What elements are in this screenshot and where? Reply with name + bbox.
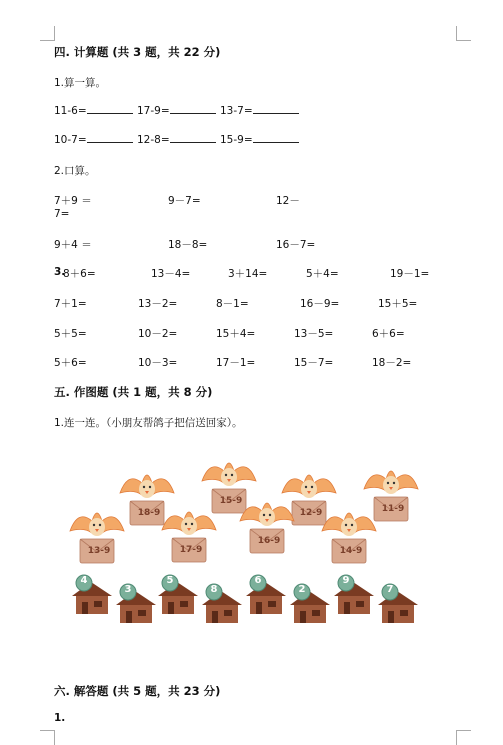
house-number: 6 xyxy=(254,575,262,586)
question-label: 1.连一连。（小朋友帮鸽子把信送回家）。 xyxy=(54,417,243,429)
equation: 7＋1= xyxy=(54,298,87,310)
section-title: 五. 作图题 (共 1 题，共 8 分) xyxy=(54,385,213,399)
equation: 10－2= xyxy=(138,328,178,340)
answer-blank[interactable] xyxy=(87,133,133,143)
equation: 11-6= xyxy=(54,104,133,117)
pigeon-icon xyxy=(318,505,380,567)
question-label: 1.算一算。 xyxy=(54,77,107,89)
equation: 13-7= xyxy=(220,104,299,117)
crop-mark xyxy=(456,730,471,745)
equation: 13－5= xyxy=(294,328,334,340)
house-number: 5 xyxy=(166,575,174,586)
equation: 16－7= xyxy=(276,239,316,251)
equation: 19－1= xyxy=(390,268,430,280)
equation: 15＋5= xyxy=(378,298,418,310)
house[interactable] xyxy=(374,581,420,627)
answer-blank[interactable] xyxy=(253,133,299,143)
equation: 9－7= xyxy=(168,195,201,207)
pigeon-label: 16-9 xyxy=(257,536,281,546)
pigeon-label: 11-9 xyxy=(381,504,405,514)
equation: 5＋5= xyxy=(54,328,87,340)
house[interactable] xyxy=(242,572,288,618)
equation: 17-9= xyxy=(137,104,216,117)
pigeon-label: 17-9 xyxy=(179,545,203,555)
pigeon-label: 18-9 xyxy=(137,508,161,518)
house-number: 7 xyxy=(386,584,394,595)
answer-blank[interactable] xyxy=(170,104,216,114)
house[interactable] xyxy=(68,572,114,618)
house-number: 2 xyxy=(298,584,306,595)
equation: 13－2= xyxy=(138,298,178,310)
pigeon-icon xyxy=(236,495,298,557)
equation: 15＋4= xyxy=(216,328,256,340)
answer-blank[interactable] xyxy=(253,104,299,114)
house-number: 4 xyxy=(80,575,88,586)
crop-mark xyxy=(40,730,55,745)
pigeon-envelope[interactable] xyxy=(318,505,380,567)
equation: 9＋4 ＝ xyxy=(54,239,92,251)
equation: 3＋14= xyxy=(228,268,268,280)
house[interactable] xyxy=(330,572,376,618)
equation: 7＋9 ＝ xyxy=(54,195,92,207)
equation: 15－7= xyxy=(294,357,334,369)
equation: 5＋6= xyxy=(54,357,87,369)
house[interactable] xyxy=(286,581,332,627)
pigeon-matching-illustration xyxy=(62,455,442,630)
equation: 13－4= xyxy=(151,268,191,280)
question-label: 1. xyxy=(54,712,66,724)
house[interactable] xyxy=(198,581,244,627)
equation: 17－1= xyxy=(216,357,256,369)
equation: 12-8= xyxy=(137,133,216,146)
equation: 8－1= xyxy=(216,298,249,310)
equation: 12－ xyxy=(276,195,300,207)
pigeon-icon xyxy=(66,505,128,567)
pigeon-envelope[interactable] xyxy=(236,495,298,557)
equation: 18－2= xyxy=(372,357,412,369)
equation: 5＋4= xyxy=(306,268,339,280)
pigeon-label: 12-9 xyxy=(299,508,323,518)
equation-wrap: 7= xyxy=(54,208,70,220)
equation: 18－8= xyxy=(168,239,208,251)
house[interactable] xyxy=(154,572,200,618)
equation: 15-9= xyxy=(220,133,299,146)
question-label: 3. xyxy=(54,266,66,278)
pigeon-envelope[interactable] xyxy=(158,504,220,566)
crop-mark xyxy=(40,26,55,41)
pigeon-envelope[interactable] xyxy=(66,505,128,567)
crop-mark xyxy=(456,26,471,41)
pigeon-label: 13-9 xyxy=(87,546,111,556)
equation: 6＋6= xyxy=(372,328,405,340)
pigeon-icon xyxy=(158,504,220,566)
pigeon-label: 14-9 xyxy=(339,546,363,556)
house[interactable] xyxy=(112,581,158,627)
equation: 8＋6= xyxy=(63,268,96,280)
equation: 10-7= xyxy=(54,133,133,146)
house-number: 9 xyxy=(342,575,350,586)
question-label: 2.口算。 xyxy=(54,165,96,177)
equation: 10－3= xyxy=(138,357,178,369)
pigeon-label: 15-9 xyxy=(219,496,243,506)
house-number: 3 xyxy=(124,584,132,595)
section-title: 六. 解答题 (共 5 题，共 23 分) xyxy=(54,684,221,698)
answer-blank[interactable] xyxy=(87,104,133,114)
equation: 16－9= xyxy=(300,298,340,310)
section-title: 四. 计算题 (共 3 题，共 22 分) xyxy=(54,45,221,59)
answer-blank[interactable] xyxy=(170,133,216,143)
house-number: 8 xyxy=(210,584,218,595)
